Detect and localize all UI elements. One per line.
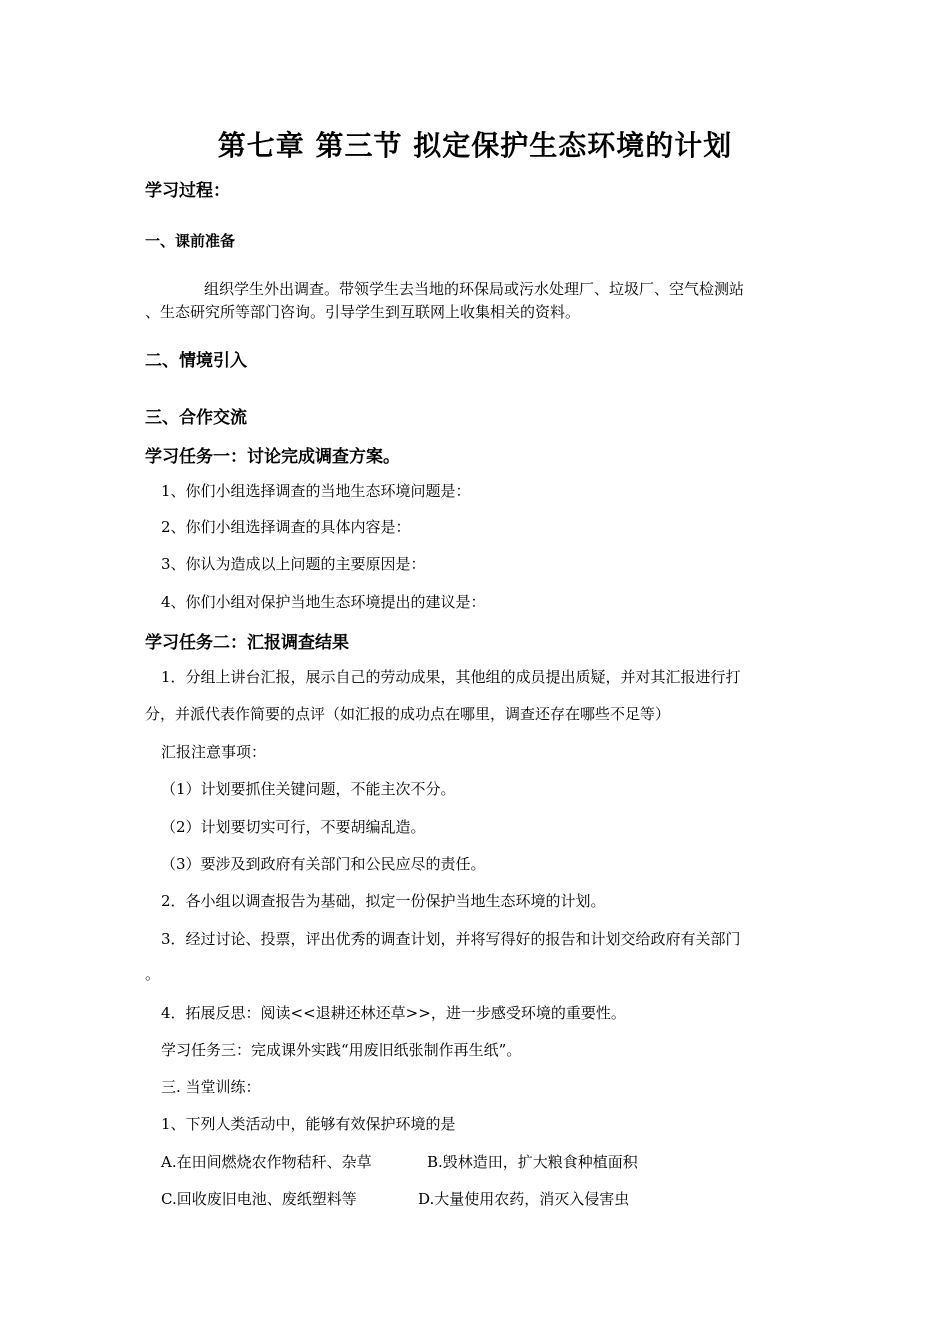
task1-item: 4、你们小组对保护当地生态环境提出的建议是： [161,593,486,611]
task3-line: 学习任务三：完成课外实践“用废旧纸张制作再生纸”。 [161,1041,522,1059]
task1-item: 3、你认为造成以上问题的主要原因是： [161,555,426,573]
option-b: B.毁林造田，扩大粮食种植面积 [427,1153,638,1171]
note-item: （3）要涉及到政府有关部门和公民应尽的责任。 [161,855,486,873]
task2-item3-line1: 3．经过讨论、投票，评出优秀的调查计划，并将写得好的报告和计划交给政府有关部门 [161,930,741,948]
learning-process-label: 学习过程： [145,181,230,201]
section-heading-cooperation: 三、合作交流 [145,408,247,428]
prep-paragraph-line2: 、生态研究所等部门咨询。引导学生到互联网上收集相关的资料。 [145,303,581,321]
prep-paragraph-line1: 组织学生外出调查。带领学生去当地的环保局或污水处理厂、垃圾厂、空气检测站 [204,280,745,298]
task2-item4: 4．拓展反思：阅读<<退耕还林还草>>，进一步感受环境的重要性。 [161,1004,626,1022]
note-item: （1）计划要抓住关键问题，不能主次不分。 [161,780,456,798]
task1-item: 1、你们小组选择调查的当地生态环境问题是： [161,482,471,500]
practice-heading: 三. 当堂训练： [161,1078,261,1096]
task2-item1-line2: 分，并派代表作简要的点评（如汇报的成功点在哪里，调查还存在哪些不足等） [145,705,671,723]
section-heading-prep: 一、课前准备 [145,232,236,250]
option-d: D.大量使用农药，消灭入侵害虫 [418,1190,630,1208]
page-title: 第七章 第三节 拟定保护生态环境的计划 [217,129,733,162]
note-item: （2）计划要切实可行，不要胡编乱造。 [161,818,426,836]
task1-heading: 学习任务一：讨论完成调查方案。 [145,447,400,467]
question-1: 1、下列人类活动中，能够有效保护环境的是 [161,1115,456,1133]
notes-heading: 汇报注意事项： [161,743,267,761]
task2-item2: 2．各小组以调查报告为基础，拟定一份保护当地生态环境的计划。 [161,892,606,910]
task2-heading: 学习任务二：汇报调查结果 [145,633,349,653]
task2-item1-line1: 1．分组上讲台汇报，展示自己的劳动成果，其他组的成员提出质疑，并对其汇报进行打 [161,668,741,686]
task2-item3-line2: 。 [145,965,161,983]
option-a: A.在田间燃烧农作物秸秆、杂草 [161,1153,372,1171]
task1-item: 2、你们小组选择调查的具体内容是： [161,518,411,536]
section-heading-intro: 二、情境引入 [145,351,247,371]
option-c: C.回收废旧电池、废纸塑料等 [161,1190,357,1208]
